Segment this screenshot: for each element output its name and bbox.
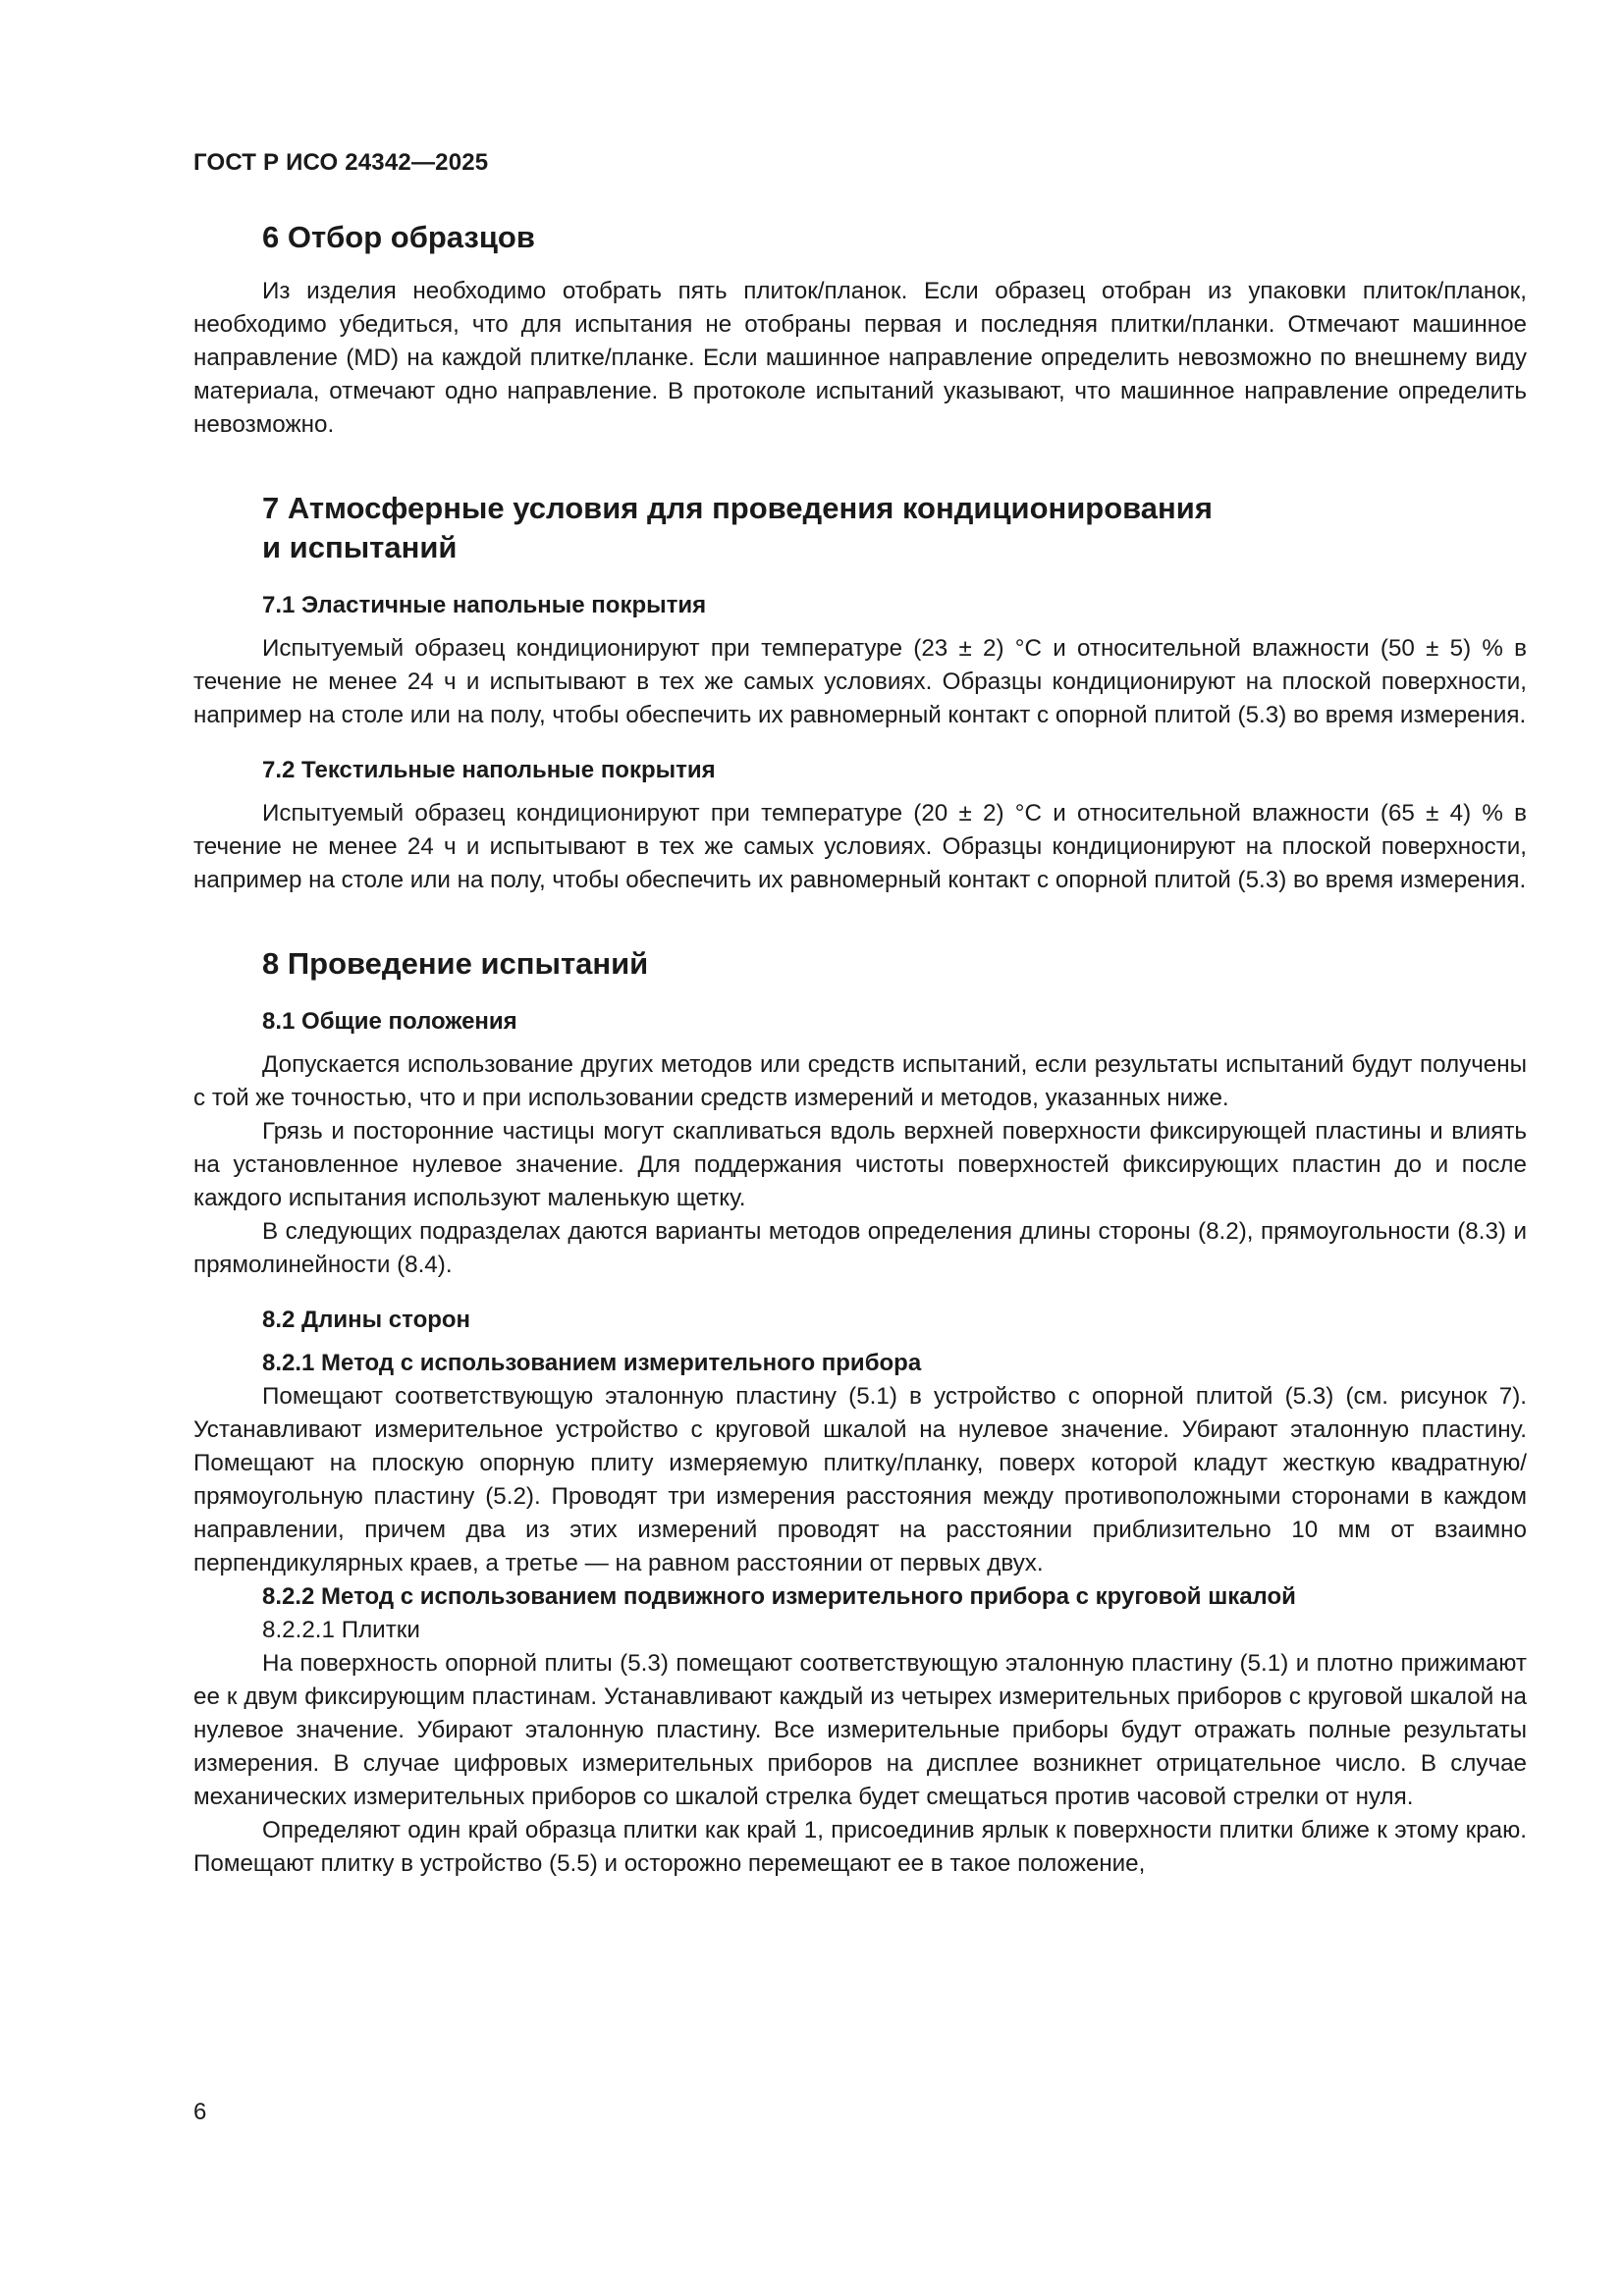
subsection-8-2-2-1-paragraph-1: На поверхность опорной плиты (5.3) помещают соответствующую эталонную пластину (5.1) и плотно прижимают ее к двум фиксирующим пластинам. Устанавливают каждый из четырех измерительных приборов с круговой шкалой на нулевое значение. Убирают эталонную пластину. Все измерительные приборы будут отражать полные результаты измерения. В случае цифровых измерительных приборов на дисплее возникнет отрицательное число. В случае механических измерительных приборов со шкалой стрелка будет смещаться против часовой стрелки от нуля. (193, 1650, 1527, 1810)
section-6-paragraph: Из изделия необходимо отобрать пять плиток/планок. Если образец отобран из упаковки плиток/планок, необходимо убедиться, что для испытания не отобраны первая и последняя плитки/планки. Отмечают машинное направление (MD) на каждой плитке/планке. Если машинное направление определить невозможно по внешнему виду материала, отмечают одно направление. В протоколе испытаний указывают, что машинное направление определить невозможно. (193, 278, 1527, 438)
section-7-title (193, 489, 1527, 567)
subsection-8-2-1-title: 8.2.1 Метод с использованием измерительного прибора (262, 1350, 922, 1376)
document-code: ГОСТ Р ИСО 24342—2025 (193, 149, 489, 176)
subsection-7-2-title: 7.2 Текстильные напольные покрытия (262, 757, 716, 783)
subsection-7-1-paragraph: Испытуемый образец кондиционируют при температуре (23 ± 2) °С и относительной влажности (50 ± 5) % в течение не менее 24 ч и испытывают в тех же самых условиях. Образцы кондиционируют на плоской поверхности, например на столе или на полу, чтобы обеспечить их равномерный контакт с опорной плитой (5.3) во время измерения. (193, 635, 1527, 728)
page-number: 6 (193, 2099, 207, 2125)
subsection-7-2-paragraph: Испытуемый образец кондиционируют при температуре (20 ± 2) °С и относительной влажности (65 ± 4) % в течение не менее 24 ч и испытывают в тех же самых условиях. Образцы кондиционируют на плоской поверхности, например на столе или на полу, чтобы обеспечить их равномерный контакт с опорной плитой (5.3) во время измерения. (193, 800, 1527, 893)
subsection-8-2-2-1-title: 8.2.2.1 Плитки (262, 1617, 420, 1643)
subsection-8-1-paragraph-2: Грязь и посторонние частицы могут скапливаться вдоль верхней поверхности фиксирующей пластины и влиять на установленное нулевое значение. Для поддержания чистоты поверхностей фиксирующих пластин до и после каждого испытания используют маленькую щетку. (193, 1118, 1527, 1211)
section-6-title: 6 Отбор образцов (262, 220, 535, 254)
subsection-7-1-title: 7.1 Эластичные напольные покрытия (262, 592, 707, 618)
subsection-8-2-title: 8.2 Длины сторон (262, 1307, 471, 1333)
subsection-8-2-2-1-paragraph-2: Определяют один край образца плитки как край 1, присоединив ярлык к поверхности плитки ближе к этому краю. Помещают плитку в устройство (5.5) и осторожно перемещают ее в такое положение, (193, 1817, 1527, 1877)
subsection-8-1-paragraph-3: В следующих подразделах даются варианты методов определения длины стороны (8.2), прямоугольности (8.3) и прямолинейности (8.4). (193, 1218, 1527, 1278)
section-8-title: 8 Проведение испытаний (262, 946, 649, 981)
subsection-8-1-title: 8.1 Общие положения (262, 1008, 517, 1035)
section-7-title-line2: и испытаний (262, 530, 458, 564)
subsection-8-2-1-paragraph: Помещают соответствующую эталонную пластину (5.1) в устройство с опорной плитой (5.3) (см. рисунок 7). Устанавливают измерительное устройство с круговой шкалой на нулевое значение. Убирают эталонную пластину. Помещают на плоскую опорную плиту измеряемую плитку/планку, поверх которой кладут жесткую квадратную/прямоугольную пластину (5.2). Проводят три измерения расстояния между противоположными сторонами в каждом направлении, причем два из этих измерений проводят на расстоянии приблизительно 10 мм от взаимно перпендикулярных краев, а третье — на равном расстоянии от первых двух. (193, 1383, 1527, 1576)
section-7-title-line1: 7 Атмосферные условия для проведения кондиционирования (262, 491, 1213, 525)
subsection-8-1-paragraph-1: Допускается использование других методов или средств испытаний, если результаты испытаний будут получены с той же точностью, что и при использовании средств измерений и методов, указанных ниже. (193, 1051, 1527, 1111)
subsection-8-2-2-title: 8.2.2 Метод с использованием подвижного измерительного прибора с круговой шкалой (262, 1583, 1296, 1610)
document-body (193, 218, 1527, 1881)
